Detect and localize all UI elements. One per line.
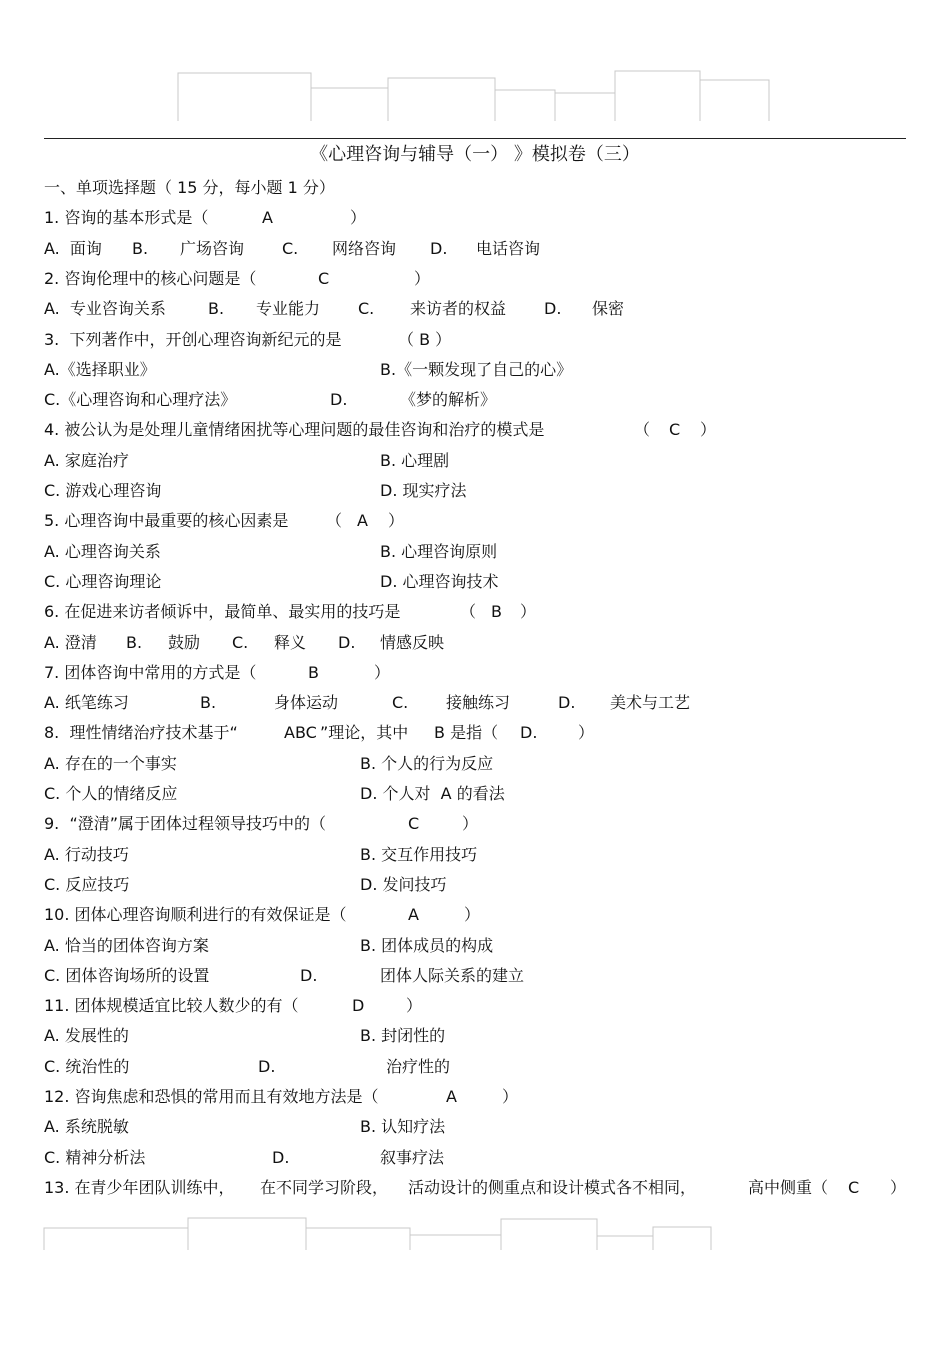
text-segment: D.	[272, 1147, 290, 1167]
text-segment: ）	[414, 268, 431, 288]
text-segment: C.《心理咨询和心理疗法》	[44, 390, 237, 410]
text-segment: B. 团体成员的构成	[360, 935, 494, 955]
text-segment: C. 心理咨询理论	[44, 571, 162, 591]
text-segment: A	[357, 511, 368, 531]
text-segment: 释义	[274, 632, 307, 652]
text-segment: C. 反应技巧	[44, 874, 130, 894]
text-segment: A. 心理咨询关系	[44, 541, 161, 561]
text-segment: A. 面询	[44, 238, 102, 258]
text-segment: B. 认知疗法	[360, 1117, 446, 1137]
text-segment: B. 心理咨询原则	[380, 541, 498, 561]
text-segment: B.	[208, 299, 225, 319]
text-segment: A.《选择职业》	[44, 359, 156, 379]
text-segment: B.	[132, 238, 149, 258]
text-segment: 10. 团体心理咨询顺利进行的有效保证是（	[44, 905, 347, 925]
text-segment: 在不同学习阶段，	[260, 1177, 389, 1197]
text-segment: 13. 在青少年团队训练中，	[44, 1177, 235, 1197]
text-segment: 身体运动	[274, 693, 339, 713]
text-segment: ）	[578, 723, 595, 743]
text-segment: C. 精神分析法	[44, 1147, 146, 1167]
text-segment: C.	[282, 238, 299, 258]
text-segment: 5. 心理咨询中最重要的核心因素是	[44, 511, 289, 531]
text-segment: A. 专业咨询关系	[44, 299, 166, 319]
text-segment: B. 心理剧	[380, 450, 450, 470]
text-segment: D.	[258, 1056, 276, 1076]
text-segment: 团体人际关系的建立	[380, 965, 525, 985]
text-segment: 11. 团体规模适宜比较人数少的有（	[44, 996, 299, 1016]
text-segment: 4. 被公认为是处理儿童情绪困扰等心理问题的最佳咨询和治疗的模式是	[44, 420, 545, 440]
text-segment: A. 恰当的团体咨询方案	[44, 935, 209, 955]
text-segment: C	[669, 420, 681, 440]
section-heading: 一、单项选择题（ 15 分，每小题 1 分）	[44, 178, 335, 197]
text-segment: （ B ）	[398, 329, 452, 349]
text-segment: B.	[126, 632, 143, 652]
text-segment: 电话咨询	[476, 238, 541, 258]
text-segment: 专业能力	[256, 299, 321, 319]
text-segment: A. 发展性的	[44, 1026, 129, 1046]
text-segment: ）	[462, 814, 479, 834]
text-segment: C	[318, 268, 330, 288]
text-segment: ）	[388, 511, 405, 531]
text-segment: A. 澄清	[44, 632, 97, 652]
text-segment: A	[262, 208, 273, 228]
text-segment: D. 个人对 A 的看法	[360, 784, 505, 803]
text-segment: D.	[338, 632, 356, 652]
text-segment: 美术与工艺	[610, 693, 691, 713]
text-segment: B.	[200, 693, 217, 713]
text-segment: 来访者的权益	[410, 299, 507, 319]
text-segment: 1. 咨询的基本形式是（	[44, 208, 209, 228]
text-segment: 保密	[592, 299, 625, 319]
text-segment: C.	[232, 632, 249, 652]
text-segment: 鼓励	[168, 632, 201, 652]
text-segment: 叙事疗法	[380, 1147, 445, 1167]
text-segment: D. 发问技巧	[360, 874, 447, 894]
text-segment: A. 家庭治疗	[44, 450, 129, 470]
text-segment: ）	[502, 1087, 519, 1106]
text-segment: ”理论，其中	[320, 723, 409, 743]
text-segment: 网络咨询	[332, 238, 397, 258]
text-segment: B. 个人的行为反应	[360, 753, 494, 773]
text-segment: 《梦的解析》	[400, 390, 497, 410]
text-segment: A	[408, 905, 419, 925]
text-segment: D.	[544, 299, 562, 319]
text-segment: A. 存在的一个事实	[44, 753, 177, 773]
text-segment: （	[326, 511, 343, 531]
text-segment: D.	[330, 390, 348, 410]
text-segment: 9. “澄清”属于团体过程领导技巧中的（	[44, 814, 327, 834]
text-segment: 广场咨询	[180, 238, 245, 258]
text-segment: C.	[358, 299, 375, 319]
text-segment: ）	[700, 420, 717, 440]
text-segment: ABC	[284, 723, 317, 743]
text-segment: ）	[464, 905, 481, 925]
text-segment: A. 纸笔练习	[44, 693, 129, 713]
text-segment: 6. 在促进来访者倾诉中，最简单、最实用的技巧是	[44, 602, 401, 622]
text-segment: ）	[406, 996, 423, 1016]
title-rule	[44, 138, 906, 139]
text-segment: 接触练习	[446, 693, 511, 713]
text-segment: A. 行动技巧	[44, 844, 129, 864]
text-segment: 3. 下列著作中，开创心理咨询新纪元的是	[44, 329, 342, 349]
text-segment: 2. 咨询伦理中的核心问题是（	[44, 268, 257, 288]
text-segment: C. 团体咨询场所的设置	[44, 965, 210, 985]
text-segment: ）	[520, 602, 537, 622]
text-segment: D.	[430, 238, 448, 258]
text-segment: B	[491, 602, 502, 622]
text-segment: D	[352, 996, 365, 1016]
text-segment: 治疗性的	[386, 1056, 451, 1076]
text-segment: 7. 团体咨询中常用的方式是（	[44, 662, 257, 682]
text-segment: C. 统治性的	[44, 1056, 130, 1076]
text-segment: C. 个人的情绪反应	[44, 784, 178, 803]
text-segment: C. 游戏心理咨询	[44, 481, 162, 500]
text-segment: 8. 理性情绪治疗技术基于“	[44, 723, 238, 743]
text-segment: D.	[300, 965, 318, 985]
text-segment: ）	[374, 662, 391, 682]
page-title: 《心理咨询与辅导（一） 》模拟卷（三）	[310, 144, 640, 165]
text-segment: C.	[392, 693, 409, 713]
text-segment: 情感反映	[380, 632, 445, 652]
text-segment: 高中侧重（	[748, 1177, 829, 1197]
text-segment: 活动设计的侧重点和设计模式各不相同，	[408, 1177, 697, 1197]
text-segment: B.《一颗发现了自己的心》	[380, 359, 573, 379]
text-segment: C	[408, 814, 420, 834]
text-segment: ）	[890, 1177, 907, 1197]
text-segment: 12. 咨询焦虑和恐惧的常用而且有效地方法是（	[44, 1087, 379, 1106]
text-segment: C	[848, 1177, 860, 1197]
text-segment: A. 系统脱敏	[44, 1117, 129, 1137]
text-segment: D.	[558, 693, 576, 713]
text-segment: （	[634, 420, 651, 440]
text-segment: D. 现实疗法	[380, 481, 467, 500]
text-segment: B. 交互作用技巧	[360, 844, 478, 864]
text-segment: （	[460, 602, 477, 622]
text-segment: B 是指（	[434, 723, 499, 743]
text-segment: B	[308, 662, 319, 682]
text-segment: D. 心理咨询技术	[380, 571, 499, 591]
text-segment: ）	[350, 208, 367, 228]
text-segment: D.	[520, 723, 538, 743]
text-segment: B. 封闭性的	[360, 1026, 446, 1046]
text-segment: A	[446, 1087, 457, 1106]
